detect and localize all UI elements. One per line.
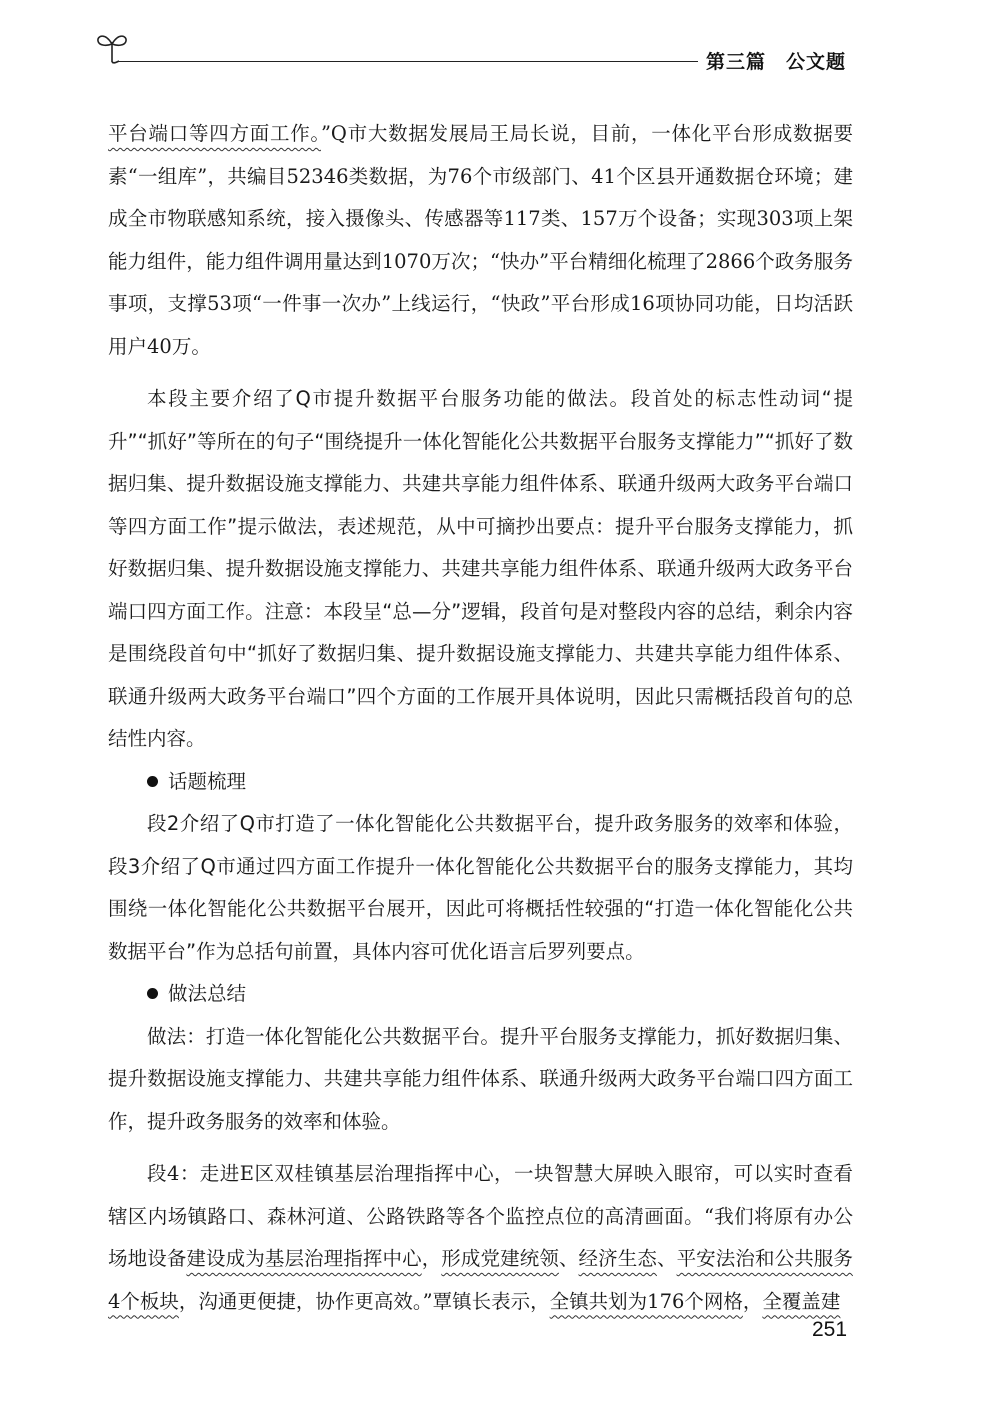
topic-paragraph: 段2介绍了Q市打造了一体化智能化公共数据平台，提升政务服务的效率和体验，段3介绍了Q市通过四方面工作提升一体化智能化公共数据平台的服务支撑能力，其均围绕一体化智能化公共数据平台展开，因此可将概括性较强的“打造一体化智能化公共数据平台”作为总括句前置，具体内容可优化语言后罗列要点。: [108, 812, 853, 963]
header-rule: [118, 61, 698, 62]
text-run: 、: [558, 1247, 579, 1270]
chapter-title: 第三篇 公文题: [706, 51, 847, 73]
text-run: ，: [421, 1247, 442, 1270]
summary-paragraph: 做法：打造一体化智能化公共数据平台。提升平台服务支撑能力，抓好数据归集、提升数据设施支撑能力、共建共享能力组件体系、联通升级两大政务平台端口四方面工作，提升政务服务的效率和体验。: [108, 1024, 853, 1133]
page-content: [108, 113, 853, 1323]
wavy-underline-text: 平安法治和公共服务4个板块: [108, 1247, 853, 1313]
paragraph-1: [108, 113, 853, 368]
wavy-underline-text: 平台端口等四方面工作。: [108, 122, 321, 145]
wavy-underline-text: 经济生态: [578, 1247, 657, 1270]
bullet-heading-label: 话题梳理: [168, 769, 247, 793]
page-number: 251: [812, 1318, 848, 1341]
bullet-dot-icon: [147, 988, 158, 999]
text-run: ，沟通更便捷，协作更高效。”覃镇长表示，: [178, 1289, 550, 1313]
paragraph-4: [108, 1153, 853, 1323]
wavy-underline-text: 全镇共划为176个网格: [549, 1289, 743, 1313]
page-header: [0, 0, 1000, 100]
bullet-heading-label: 做法总结: [168, 982, 247, 1005]
wavy-underline-text: 全覆盖建: [762, 1289, 841, 1313]
paragraph-1-text: ”Q市大数据发展局王局长说，目前，一体化平台形成数据要素“一组库”，共编目52346类数据，为76个市级部门、41个区县开通数据仓环境；建成全市物联感知系统，接入摄像头、传感器等117类、157万个设备；实现303项上架能力组件，能力组件调用量达到1070万次；“快办”平台精细化梳理了2866个政务服务事项，支撑53项“一件事一次办”上线运行，“快政”平台形成16项协同功能，日均活跃用户40万。: [108, 122, 853, 358]
bullet-heading-topic: [108, 761, 853, 804]
bullet-dot-icon: [147, 776, 158, 787]
text-run: ，: [742, 1289, 763, 1313]
wavy-underline-text: 形成党建统领: [441, 1247, 559, 1270]
wavy-underline-text: 建设成为基层治理指挥中心: [186, 1247, 422, 1270]
bullet-heading-summary: [108, 973, 853, 1016]
analysis-paragraph: 本段主要介绍了Q市提升数据平台服务功能的做法。段首处的标志性动词“提升”“抓好”等所在的句子“围绕提升一体化智能化公共数据平台服务支撑能力”“抓好了数据归集、提升数据设施支撑能力、共建共享能力组件体系、联通升级两大政务平台端口等四方面工作”提示做法，表述规范，从中可摘抄出要点：提升平台服务支撑能力，抓好数据归集、提升数据设施支撑能力、共建共享能力组件体系、联通升级两大政务平台端口四方面工作。注意：本段呈“总—分”逻辑，段首句是对整段内容的总结，剩余内容是围绕段首句中“抓好了数据归集、提升数据设施支撑能力、共建共享能力组件体系、联通升级两大政务平台端口”四个方面的工作展开具体说明，因此只需概括段首句的总结性内容。: [108, 387, 853, 750]
text-run: 段4：走进E区双桂镇基层治理指挥中心，一块智慧大屏映入眼帘，可以实时查看辖区内场镇路口、森林河道、公路铁路等各个监控点位的高清画面。“我们将原有办公场地设备: [108, 1162, 853, 1270]
text-run: 、: [656, 1247, 677, 1270]
